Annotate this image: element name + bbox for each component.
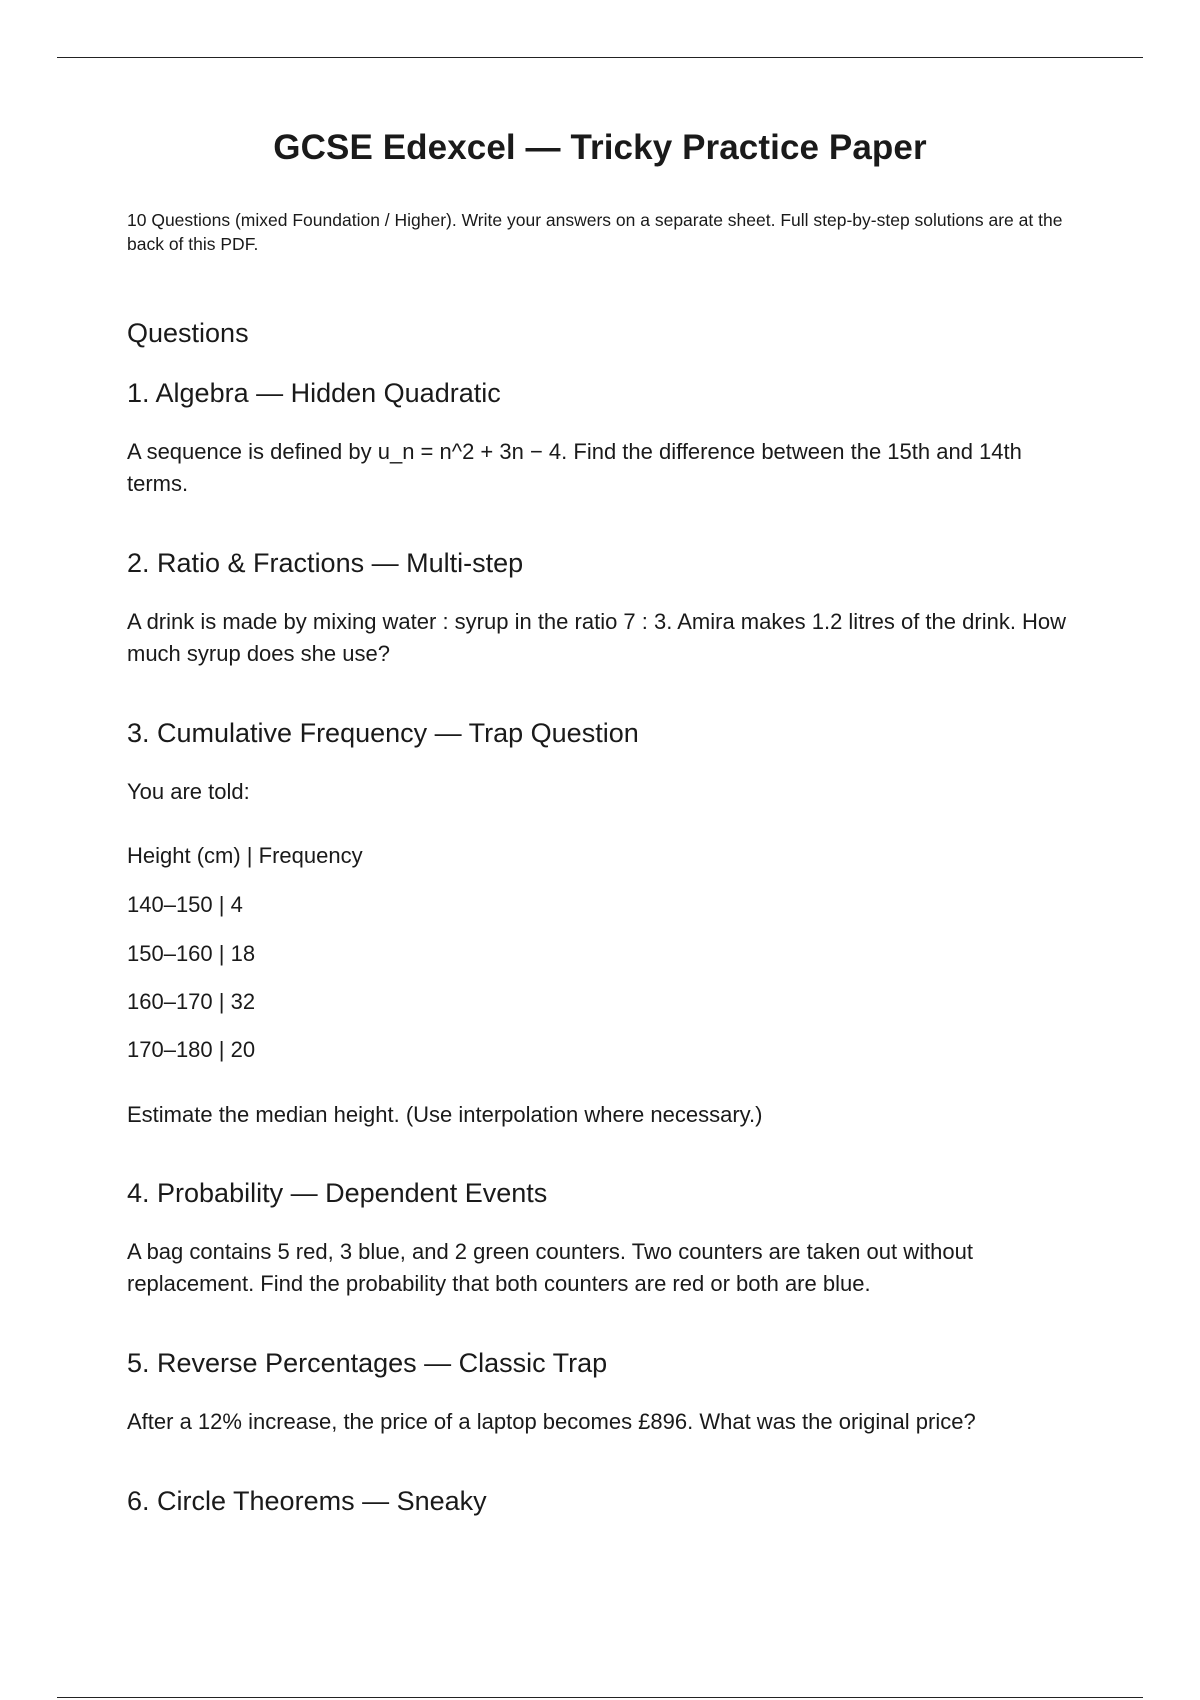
question-1-heading: 1. Algebra — Hidden Quadratic (127, 378, 501, 408)
section-heading-questions: Questions (127, 318, 249, 348)
frequency-table-row: 140–150 | 4 (127, 892, 243, 917)
page-title: GCSE Edexcel — Tricky Practice Paper (273, 128, 927, 167)
question-3-intro: You are told: (127, 779, 250, 804)
question-3-heading: 3. Cumulative Frequency — Trap Question (127, 718, 639, 748)
question-4-heading: 4. Probability — Dependent Events (127, 1178, 548, 1208)
question-6-heading: 6. Circle Theorems — Sneaky (127, 1486, 487, 1516)
question-5-text: After a 12% increase, the price of a laptop becomes £896. What was the original price? (127, 1409, 976, 1434)
question-3-text: Estimate the median height. (Use interpolation where necessary.) (127, 1102, 763, 1127)
question-2-heading: 2. Ratio & Fractions — Multi-step (127, 548, 524, 578)
question-1-text: A sequence is defined by u_n = n^2 + 3n − 4. Find the difference between the 15th and 14th terms. (127, 439, 1022, 496)
frequency-table-header: Height (cm) | Frequency (127, 843, 363, 868)
intro-text: 10 Questions (mixed Foundation / Higher). Write your answers on a separate sheet. Full step-by-step solutions are at the back of this PDF. (127, 210, 1063, 254)
frequency-table-row: 160–170 | 32 (127, 989, 256, 1014)
question-2-text: A drink is made by mixing water : syrup in the ratio 7 : 3. Amira makes 1.2 litres of the drink. How much syrup does she use? (127, 609, 1067, 666)
question-5-heading: 5. Reverse Percentages — Classic Trap (127, 1348, 608, 1378)
page-bottom-rule (57, 1697, 1143, 1698)
frequency-table-row: 170–180 | 20 (127, 1037, 256, 1062)
question-4-text: A bag contains 5 red, 3 blue, and 2 green counters. Two counters are taken out without replacement. Find the probability that both counters are red or both are blue. (127, 1239, 973, 1296)
page-top-rule (57, 57, 1143, 58)
frequency-table-row: 150–160 | 18 (127, 941, 256, 966)
